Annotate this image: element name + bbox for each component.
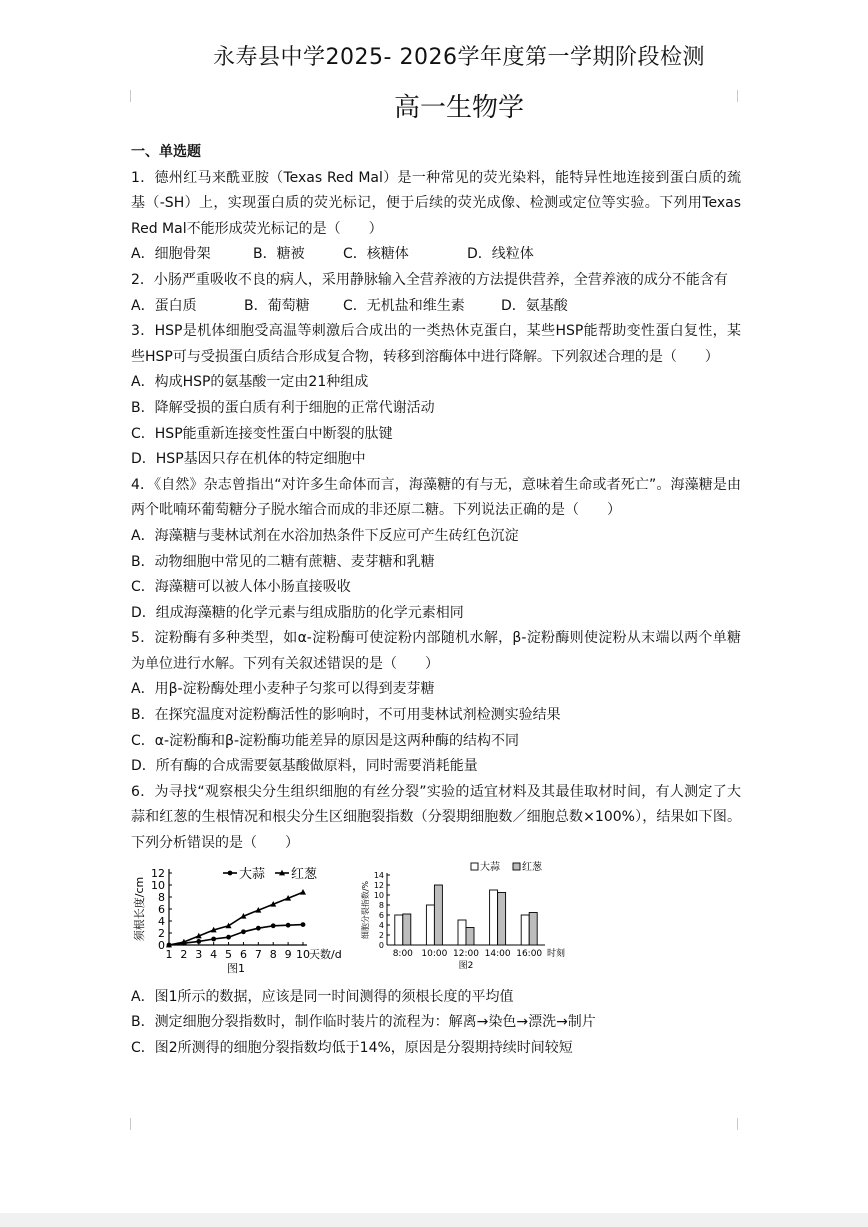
y-tick-label: 6 xyxy=(378,910,384,920)
data-point xyxy=(226,922,232,928)
y-tick-label: 10 xyxy=(373,890,384,900)
option-d: D．所有酶的合成需要氨基酸做原料，同时需要消耗能量 xyxy=(131,758,478,775)
option-a: A．蛋白质 xyxy=(131,297,197,314)
page-bottom-edge xyxy=(0,1213,868,1227)
question-2-options xyxy=(131,294,741,320)
bar-0 xyxy=(521,915,529,945)
data-point xyxy=(286,922,291,927)
data-point xyxy=(301,922,306,927)
question-3-stem: 3．HSP是机体细胞受高温等刺激后合成出的一类热休克蛋白，某些HSP能帮助变性蛋白复性，某些HSP可与受损蛋白质结合形成复合物，转移到溶酶体中进行降解。下列叙述合理的是（ ） xyxy=(131,323,741,365)
option-c: C．图2所测得的细胞分裂指数均低于14%，原因是分裂期持续时间较短 xyxy=(131,1039,573,1056)
x-tick-label: 3 xyxy=(195,947,203,961)
y-tick-label: 12 xyxy=(151,866,165,880)
question-2-stem: 2．小肠严重吸收不良的病人，采用静脉输入全营养液的方法提供营养，全营养液的成分不能含有 xyxy=(131,271,728,288)
school-title: 永寿县中学2025- 2026学年度第一学期阶段检测 xyxy=(213,45,705,70)
y-tick-label: 14 xyxy=(373,870,384,880)
option-b: B．动物细胞中常见的二糖有蔗糖、麦芽糖和乳糖 xyxy=(131,553,435,570)
y-axis-label: 须根长度/cm xyxy=(133,876,146,941)
option-a: A．图1所示的数据，应该是同一时间测得的须根长度的平均值 xyxy=(131,988,514,1005)
option-a: A．构成HSP的氨基酸一定由21种组成 xyxy=(131,374,369,391)
legend-label: 红葱 xyxy=(522,861,542,873)
data-point xyxy=(256,925,261,930)
legend-label: 大蒜 xyxy=(480,861,500,873)
scan-mark xyxy=(737,1118,738,1130)
data-point xyxy=(271,923,276,928)
option-b: B．测定细胞分裂指数时，制作临时装片的流程为：解离→染色→漂洗→制片 xyxy=(131,1014,596,1031)
question-1-options xyxy=(131,242,741,268)
question-4-stem: 4．《自然》杂志曾指出“对许多生命体而言，海藻糖的有与无，意味着生命或者死亡”。海藻糖是由两个吡喃环葡萄糖分子脱水缩合而成的非还原二糖。下列说法正确的是（ ） xyxy=(131,476,741,519)
data-point xyxy=(241,929,246,934)
y-tick-label: 0 xyxy=(158,938,165,952)
bar-0 xyxy=(490,890,498,945)
x-tick-label: 12:00 xyxy=(453,948,479,959)
y-tick-label: 8 xyxy=(158,890,165,904)
x-tick-label: 14:00 xyxy=(484,948,511,959)
figure-caption: 图2 xyxy=(458,960,474,971)
bar-0 xyxy=(395,915,403,945)
option-a: A．海藻糖与斐林试剂在水浴加热条件下反应可产生砖红色沉淀 xyxy=(131,527,519,544)
option-d: D．线粒体 xyxy=(467,246,534,263)
question-5-stem: 5．淀粉酶有多种类型，如α-淀粉酶可使淀粉内部随机水解，β-淀粉酶则使淀粉从末端以两个单糖为单位进行水解。下列有关叙述错误的是（ ） xyxy=(131,630,741,672)
y-tick-label: 2 xyxy=(158,926,165,940)
option-b: B．糖被 xyxy=(253,246,305,263)
subject-title: 高一生物学 xyxy=(393,93,524,123)
bar-1 xyxy=(529,912,537,945)
figure-caption: 图1 xyxy=(227,961,245,975)
option-a: A．细胞骨架 xyxy=(131,246,211,263)
option-c: C．海藻糖可以被人体小肠直接吸收 xyxy=(131,579,351,596)
x-axis-label: 时刻 xyxy=(547,948,566,959)
option-c: C．α-淀粉酶和β-淀粉酶功能差异的原因是这两种酶的结构不同 xyxy=(131,732,520,749)
x-axis-label: 天数/d xyxy=(309,947,342,961)
data-point xyxy=(196,939,201,944)
x-tick-label: 8 xyxy=(269,947,277,961)
option-c: C．核糖体 xyxy=(343,246,409,263)
legend-marker xyxy=(228,870,233,875)
bar-1 xyxy=(434,885,442,945)
x-tick-label: 5 xyxy=(225,947,233,961)
y-tick-label: 6 xyxy=(158,902,165,916)
y-axis-label: 细胞分裂指数/% xyxy=(361,880,370,939)
option-a: A．用β-淀粉酶处理小麦种子匀浆可以得到麦芽糖 xyxy=(131,681,435,698)
question-1-stem: 1．德州红马来酰亚胺（Texas Red Mal）是一种常见的荧光染料，能特异性地连接到蛋白质的巯基（-SH）上，实现蛋白质的荧光标记，便于后续的荧光成像、检测或定位等实验。下列用Texas Red Mal不能形成荧光标记的是（ ） xyxy=(131,169,741,237)
bar-1 xyxy=(466,927,474,945)
y-tick-label: 2 xyxy=(378,930,384,940)
x-tick-label: 4 xyxy=(210,947,218,961)
bar-0 xyxy=(426,905,434,945)
exam-content xyxy=(131,140,741,1061)
option-b: B．在探究温度对淀粉酶活性的影响时，不可用斐林试剂检测实验结果 xyxy=(131,707,561,724)
x-tick-label: 8:00 xyxy=(392,948,413,959)
option-b: B．降解受损的蛋白质有利于细胞的正常代谢活动 xyxy=(131,399,435,416)
question-6-figures xyxy=(131,861,741,979)
x-tick-label: 10 xyxy=(296,947,310,961)
series-line-0 xyxy=(169,924,303,944)
option-c: C．HSP能重新连接变性蛋白中断裂的肽键 xyxy=(131,425,393,442)
legend-label: 红葱 xyxy=(291,866,318,882)
x-tick-label: 10:00 xyxy=(421,948,448,959)
scan-mark xyxy=(130,1118,131,1130)
x-tick-label: 2 xyxy=(180,947,188,961)
option-b: B．葡萄糖 xyxy=(244,297,310,314)
x-tick-label: 9 xyxy=(284,947,292,961)
data-point xyxy=(226,934,231,939)
figure-1-line-chart xyxy=(131,861,346,979)
question-6-stem: 6．为寻找“观察根尖分生组织细胞的有丝分裂”实验的适宜材料及其最佳取材时间，有人测定了大蒜和红葱的生根情况和根尖分生区细胞裂指数（分裂期细胞数／细胞总数×100%），结果如下图。下列分析错误的是（ ） xyxy=(131,783,741,852)
legend-label: 大蒜 xyxy=(239,866,266,882)
y-tick-label: 12 xyxy=(373,880,384,890)
y-tick-label: 4 xyxy=(378,920,384,930)
data-point xyxy=(211,936,216,941)
y-tick-label: 8 xyxy=(378,900,384,910)
bar-1 xyxy=(403,914,411,945)
y-tick-label: 4 xyxy=(158,914,165,928)
x-tick-label: 6 xyxy=(239,947,247,961)
x-tick-label: 1 xyxy=(165,947,173,961)
legend-swatch xyxy=(471,863,478,870)
x-tick-label: 7 xyxy=(254,947,262,961)
x-tick-label: 16:00 xyxy=(516,948,543,959)
option-d: D．氨基酸 xyxy=(501,297,568,314)
y-tick-label: 10 xyxy=(151,878,165,892)
y-tick-label: 0 xyxy=(378,940,384,950)
option-c: C．无机盐和维生素 xyxy=(343,297,465,314)
section-heading: 一、单选题 xyxy=(131,144,201,160)
bar-0 xyxy=(458,920,466,945)
bar-1 xyxy=(498,892,506,945)
option-d: D．组成海藻糖的化学元素与组成脂肪的化学元素相同 xyxy=(131,604,464,621)
figure-2-bar-chart xyxy=(359,861,584,979)
option-d: D．HSP基因只存在机体的特定细胞中 xyxy=(131,451,366,468)
series-line-1 xyxy=(169,892,303,945)
legend-swatch xyxy=(513,863,520,870)
data-point xyxy=(300,889,306,895)
